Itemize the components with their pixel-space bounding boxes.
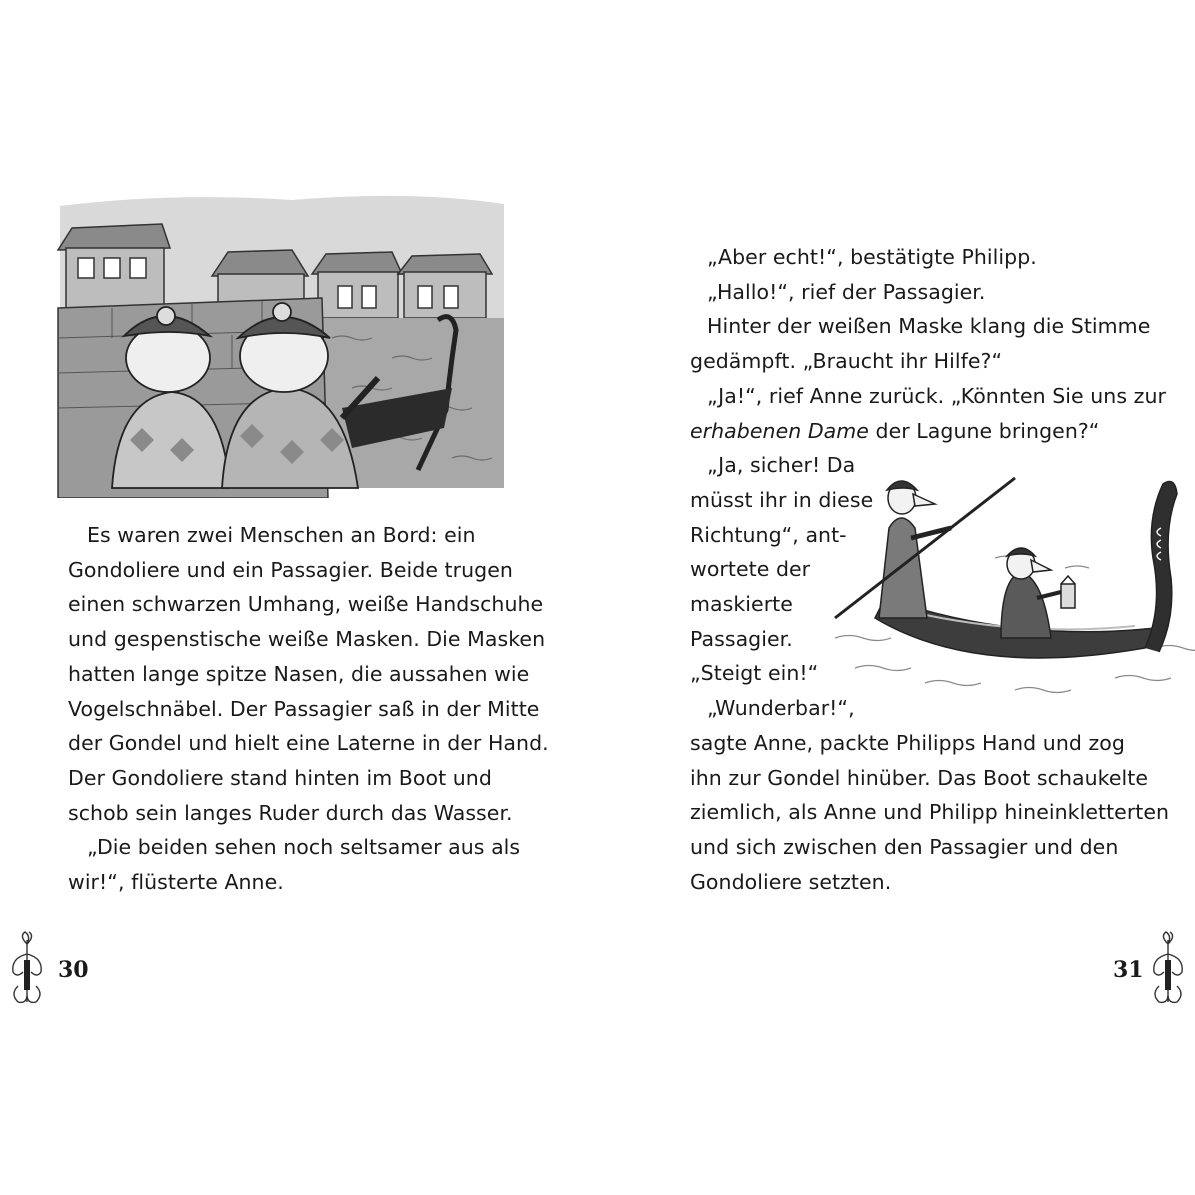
text-line: gedämpft. „Braucht ihr Hilfe?“ xyxy=(690,349,1003,374)
text-line: „Ja!“, rief Anne zurück. „Könnten Sie uns zur xyxy=(707,383,1166,408)
text-line: müsst ihr in diese xyxy=(690,487,874,512)
text-line: Vogelschnäbel. Der Passagier saß in der Mitte xyxy=(68,696,540,721)
text-line: Passagier. xyxy=(690,626,793,651)
text-line: sagte Anne, packte Philipps Hand und zog xyxy=(690,730,1125,755)
text-line: Der Gondoliere stand hinten im Boot und xyxy=(68,765,492,790)
page-number: 30 xyxy=(58,957,89,983)
text-line: „Wunderbar!“, xyxy=(707,696,855,721)
left-page xyxy=(0,0,597,1195)
text-line xyxy=(690,414,1169,449)
text-line: Gondoliere und ein Passagier. Beide trugen xyxy=(68,557,513,582)
text-line: und gespenstische weiße Masken. Die Masken xyxy=(68,627,546,652)
text-line: Richtung“, ant- xyxy=(690,522,847,547)
ornament-icon xyxy=(1147,930,1189,1012)
venice-canal-illustration xyxy=(52,188,510,498)
text-line: einen schwarzen Umhang, weiße Handschuhe xyxy=(68,592,544,617)
text-line: maskierte xyxy=(690,592,793,617)
text-line: schob sein langes Ruder durch das Wasser. xyxy=(68,800,513,825)
text-line: „Die beiden sehen noch seltsamer aus als xyxy=(87,835,521,860)
left-paragraph-1 xyxy=(68,518,549,900)
text-line: „Hallo!“, rief der Passagier. xyxy=(707,279,986,304)
text-line: Gondoliere setzten. xyxy=(690,869,892,894)
text-line: wir!“, flüsterte Anne. xyxy=(68,870,284,895)
text-line: „Steigt ein!“ xyxy=(690,661,819,686)
text-line: „Ja, sicher! Da xyxy=(707,453,856,478)
text-line: ihn zur Gondel hinüber. Das Boot schaukelte xyxy=(690,765,1149,790)
text-line: Es waren zwei Menschen an Bord: ein xyxy=(87,523,476,547)
text-line: ziemlich, als Anne und Philipp hineinkletterten xyxy=(690,800,1170,825)
italic-phrase: erhabenen Dame xyxy=(690,418,869,443)
ornament-icon xyxy=(6,930,48,1012)
text-line: wortete der xyxy=(690,557,811,582)
text-line: hatten lange spitze Nasen, die aussahen wie xyxy=(68,661,530,686)
text-fragment: der Lagune bringen?“ xyxy=(868,418,1100,443)
text-line: und sich zwischen den Passagier und den xyxy=(690,834,1119,859)
text-line: „Aber echt!“, bestätigte Philipp. xyxy=(707,245,1037,269)
right-page xyxy=(597,0,1195,1195)
page-number: 31 xyxy=(1113,957,1144,983)
text-line: Hinter der weißen Maske klang die Stimme xyxy=(707,314,1151,339)
gondola-illustration xyxy=(815,468,1195,698)
text-line: der Gondel und hielt eine Laterne in der Hand. xyxy=(68,731,549,756)
